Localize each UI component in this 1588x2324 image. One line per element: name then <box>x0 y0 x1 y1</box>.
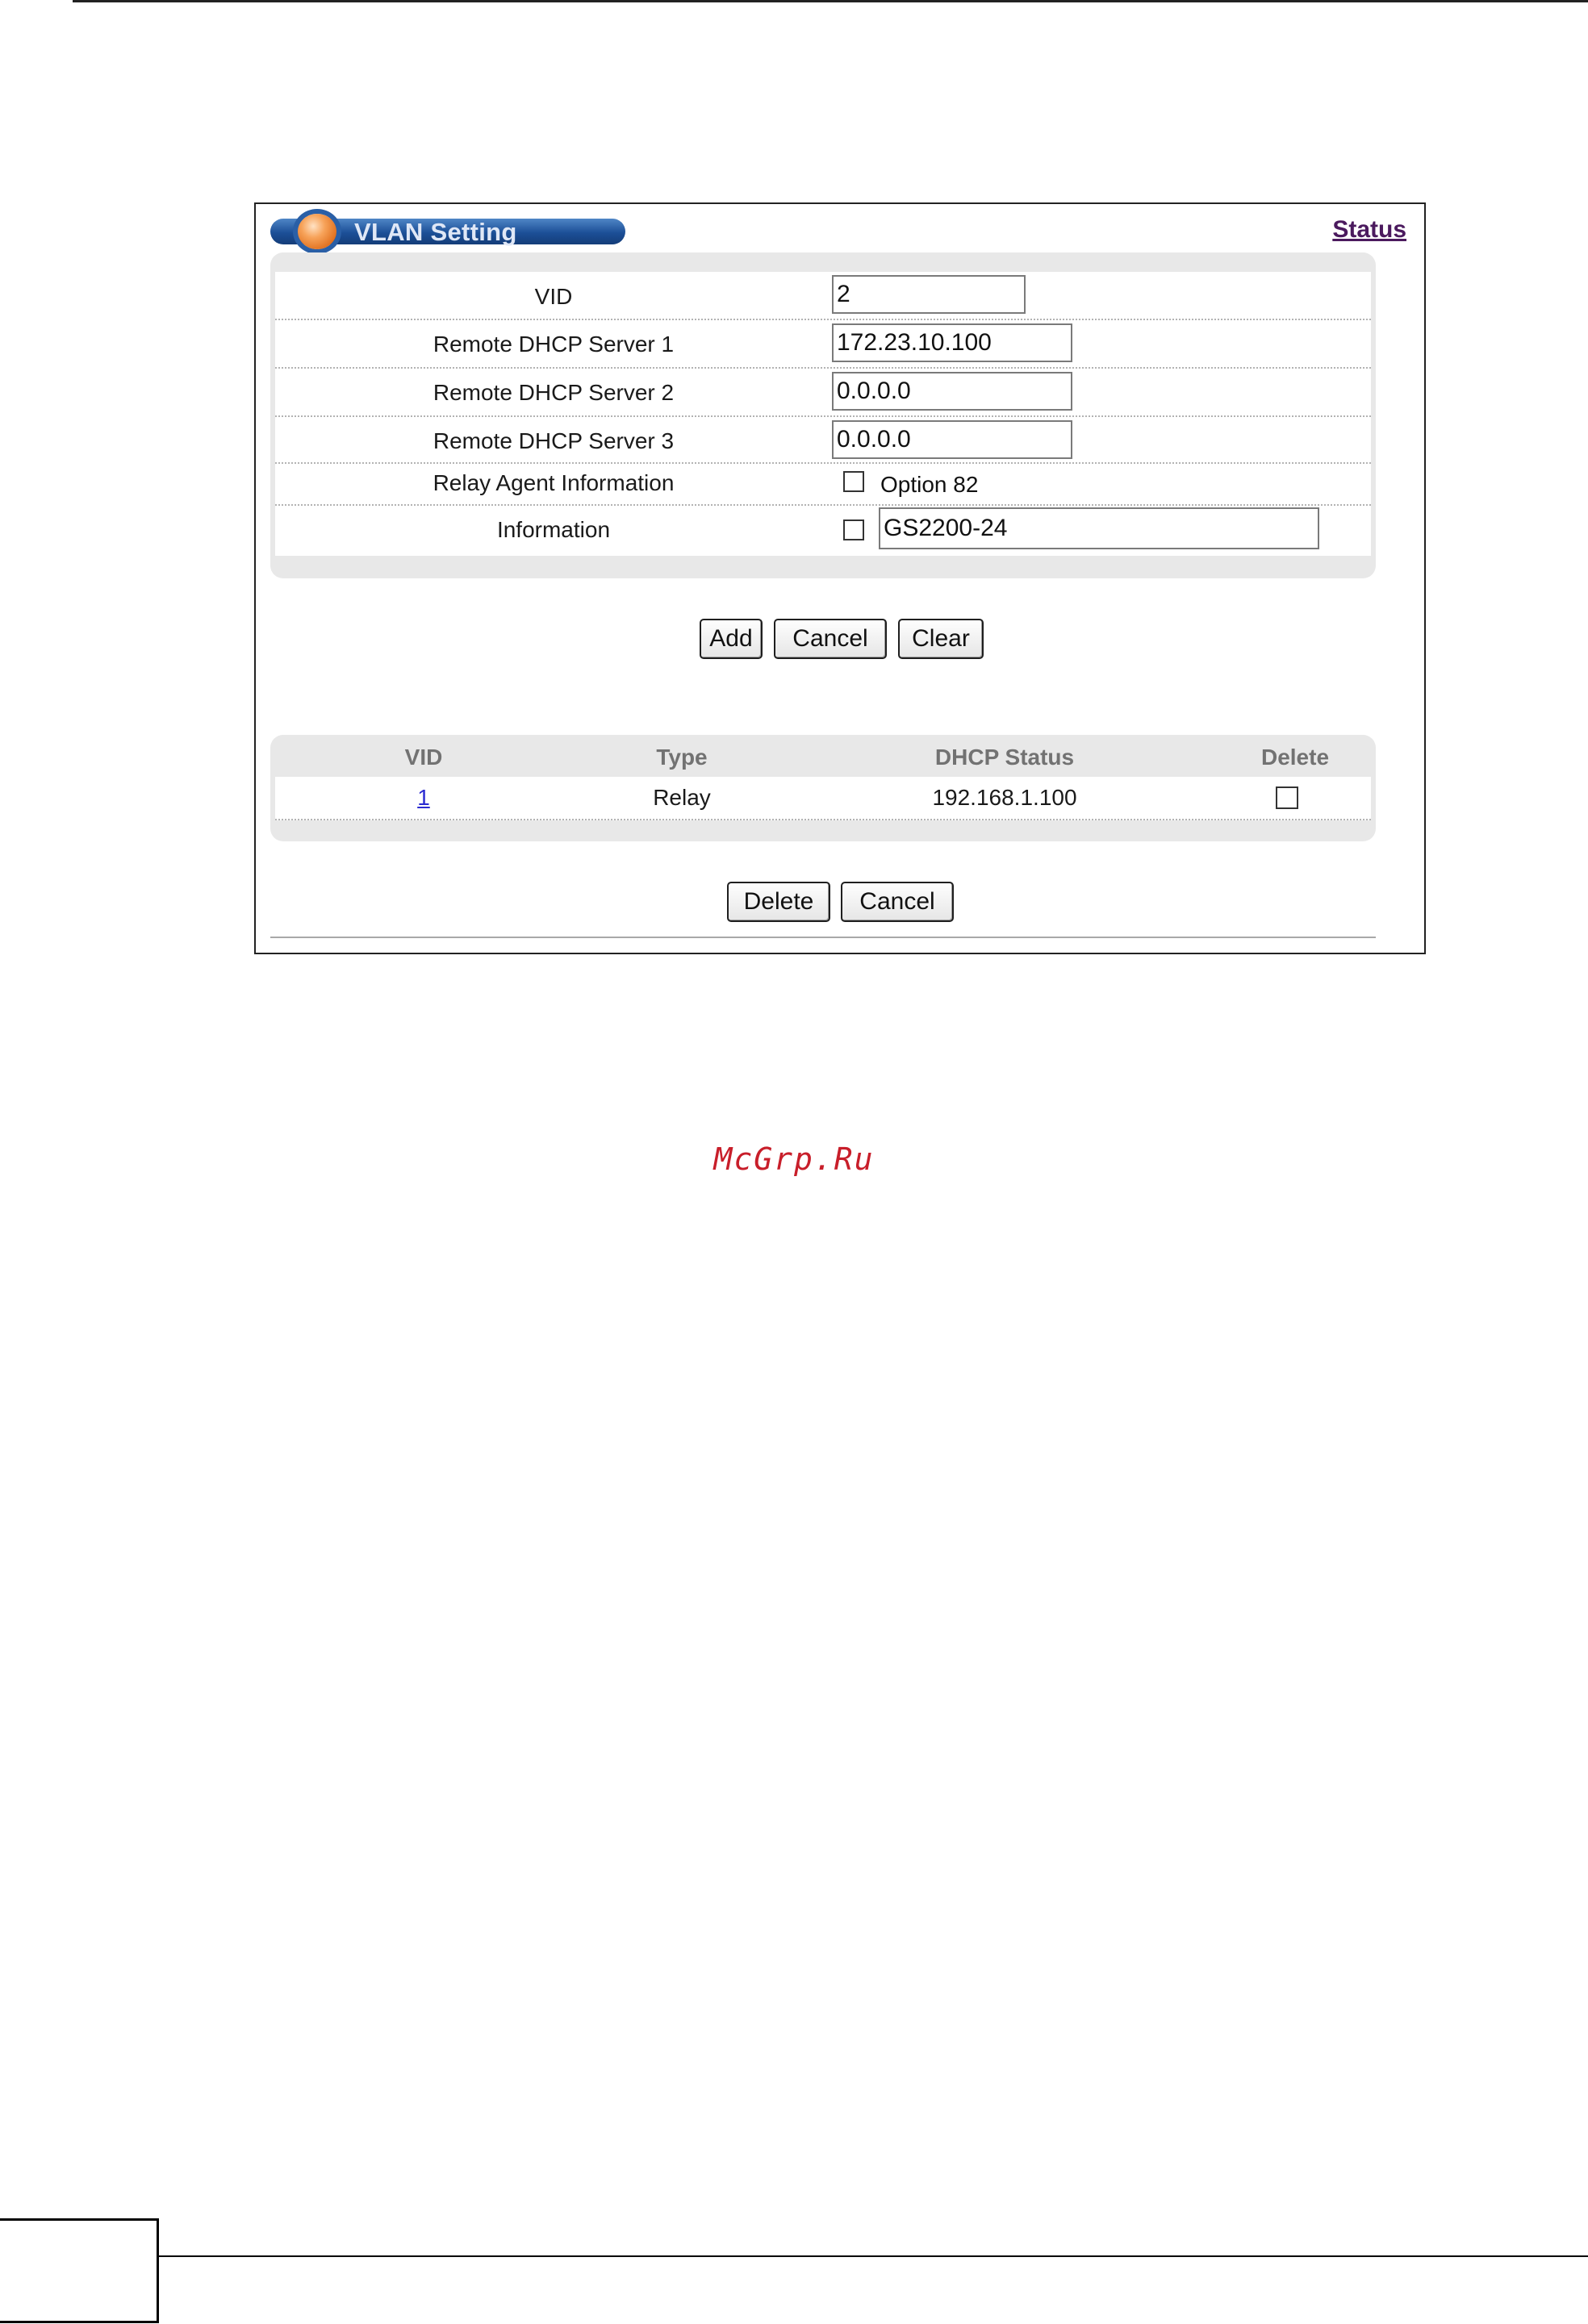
header-dhcp-status: DHCP Status <box>934 745 1075 770</box>
bottom-divider <box>270 937 1376 938</box>
orb-icon <box>298 214 336 249</box>
server1-label: Remote DHCP Server 1 <box>433 332 675 357</box>
row-type: Relay <box>653 785 711 810</box>
page-title: VLAN Setting <box>354 218 517 246</box>
clear-button[interactable]: Clear <box>898 619 984 659</box>
title-bar <box>270 219 625 244</box>
table-header <box>270 735 1376 777</box>
header-delete: Delete <box>1260 745 1330 770</box>
server1-input[interactable] <box>832 323 1072 362</box>
cancel-button[interactable]: Cancel <box>774 619 887 659</box>
server3-input[interactable] <box>832 420 1072 459</box>
row-delete-checkbox[interactable] <box>1276 786 1298 809</box>
form-row-server3 <box>275 415 1371 464</box>
vid-input[interactable] <box>832 275 1026 314</box>
row-dhcp-status: 192.168.1.100 <box>932 785 1077 810</box>
top-rule <box>73 0 1588 2</box>
relay-agent-label: Relay Agent Information <box>433 470 675 495</box>
vid-label: VID <box>534 284 573 309</box>
form-row-relay-agent <box>275 462 1371 506</box>
form-row-server1 <box>275 319 1371 369</box>
form-row-server2 <box>275 367 1371 417</box>
delete-button[interactable]: Delete <box>727 882 830 922</box>
vlan-table <box>270 735 1376 841</box>
information-input[interactable] <box>879 507 1319 549</box>
table-row <box>275 777 1371 820</box>
form-row-vid <box>275 272 1371 320</box>
watermark: McGrp.Ru <box>713 1141 875 1177</box>
server2-input[interactable] <box>832 372 1072 411</box>
header-type: Type <box>656 745 708 770</box>
add-button[interactable]: Add <box>700 619 763 659</box>
vlan-setting-panel <box>254 202 1426 954</box>
information-checkbox[interactable] <box>843 519 864 540</box>
footer-rule <box>159 2255 1588 2257</box>
table-cancel-button[interactable]: Cancel <box>841 882 954 922</box>
option82-label: Option 82 <box>880 472 979 497</box>
header-vid: VID <box>404 745 443 770</box>
option82-checkbox[interactable] <box>843 471 864 492</box>
information-label: Information <box>496 517 611 542</box>
server3-label: Remote DHCP Server 3 <box>433 428 675 453</box>
row-vid-link[interactable]: 1 <box>417 785 430 810</box>
page-number-box <box>0 2218 159 2323</box>
server2-label: Remote DHCP Server 2 <box>433 380 675 405</box>
form-section <box>270 252 1376 578</box>
form-row-information <box>275 504 1371 556</box>
status-link[interactable]: Status <box>1332 216 1406 243</box>
